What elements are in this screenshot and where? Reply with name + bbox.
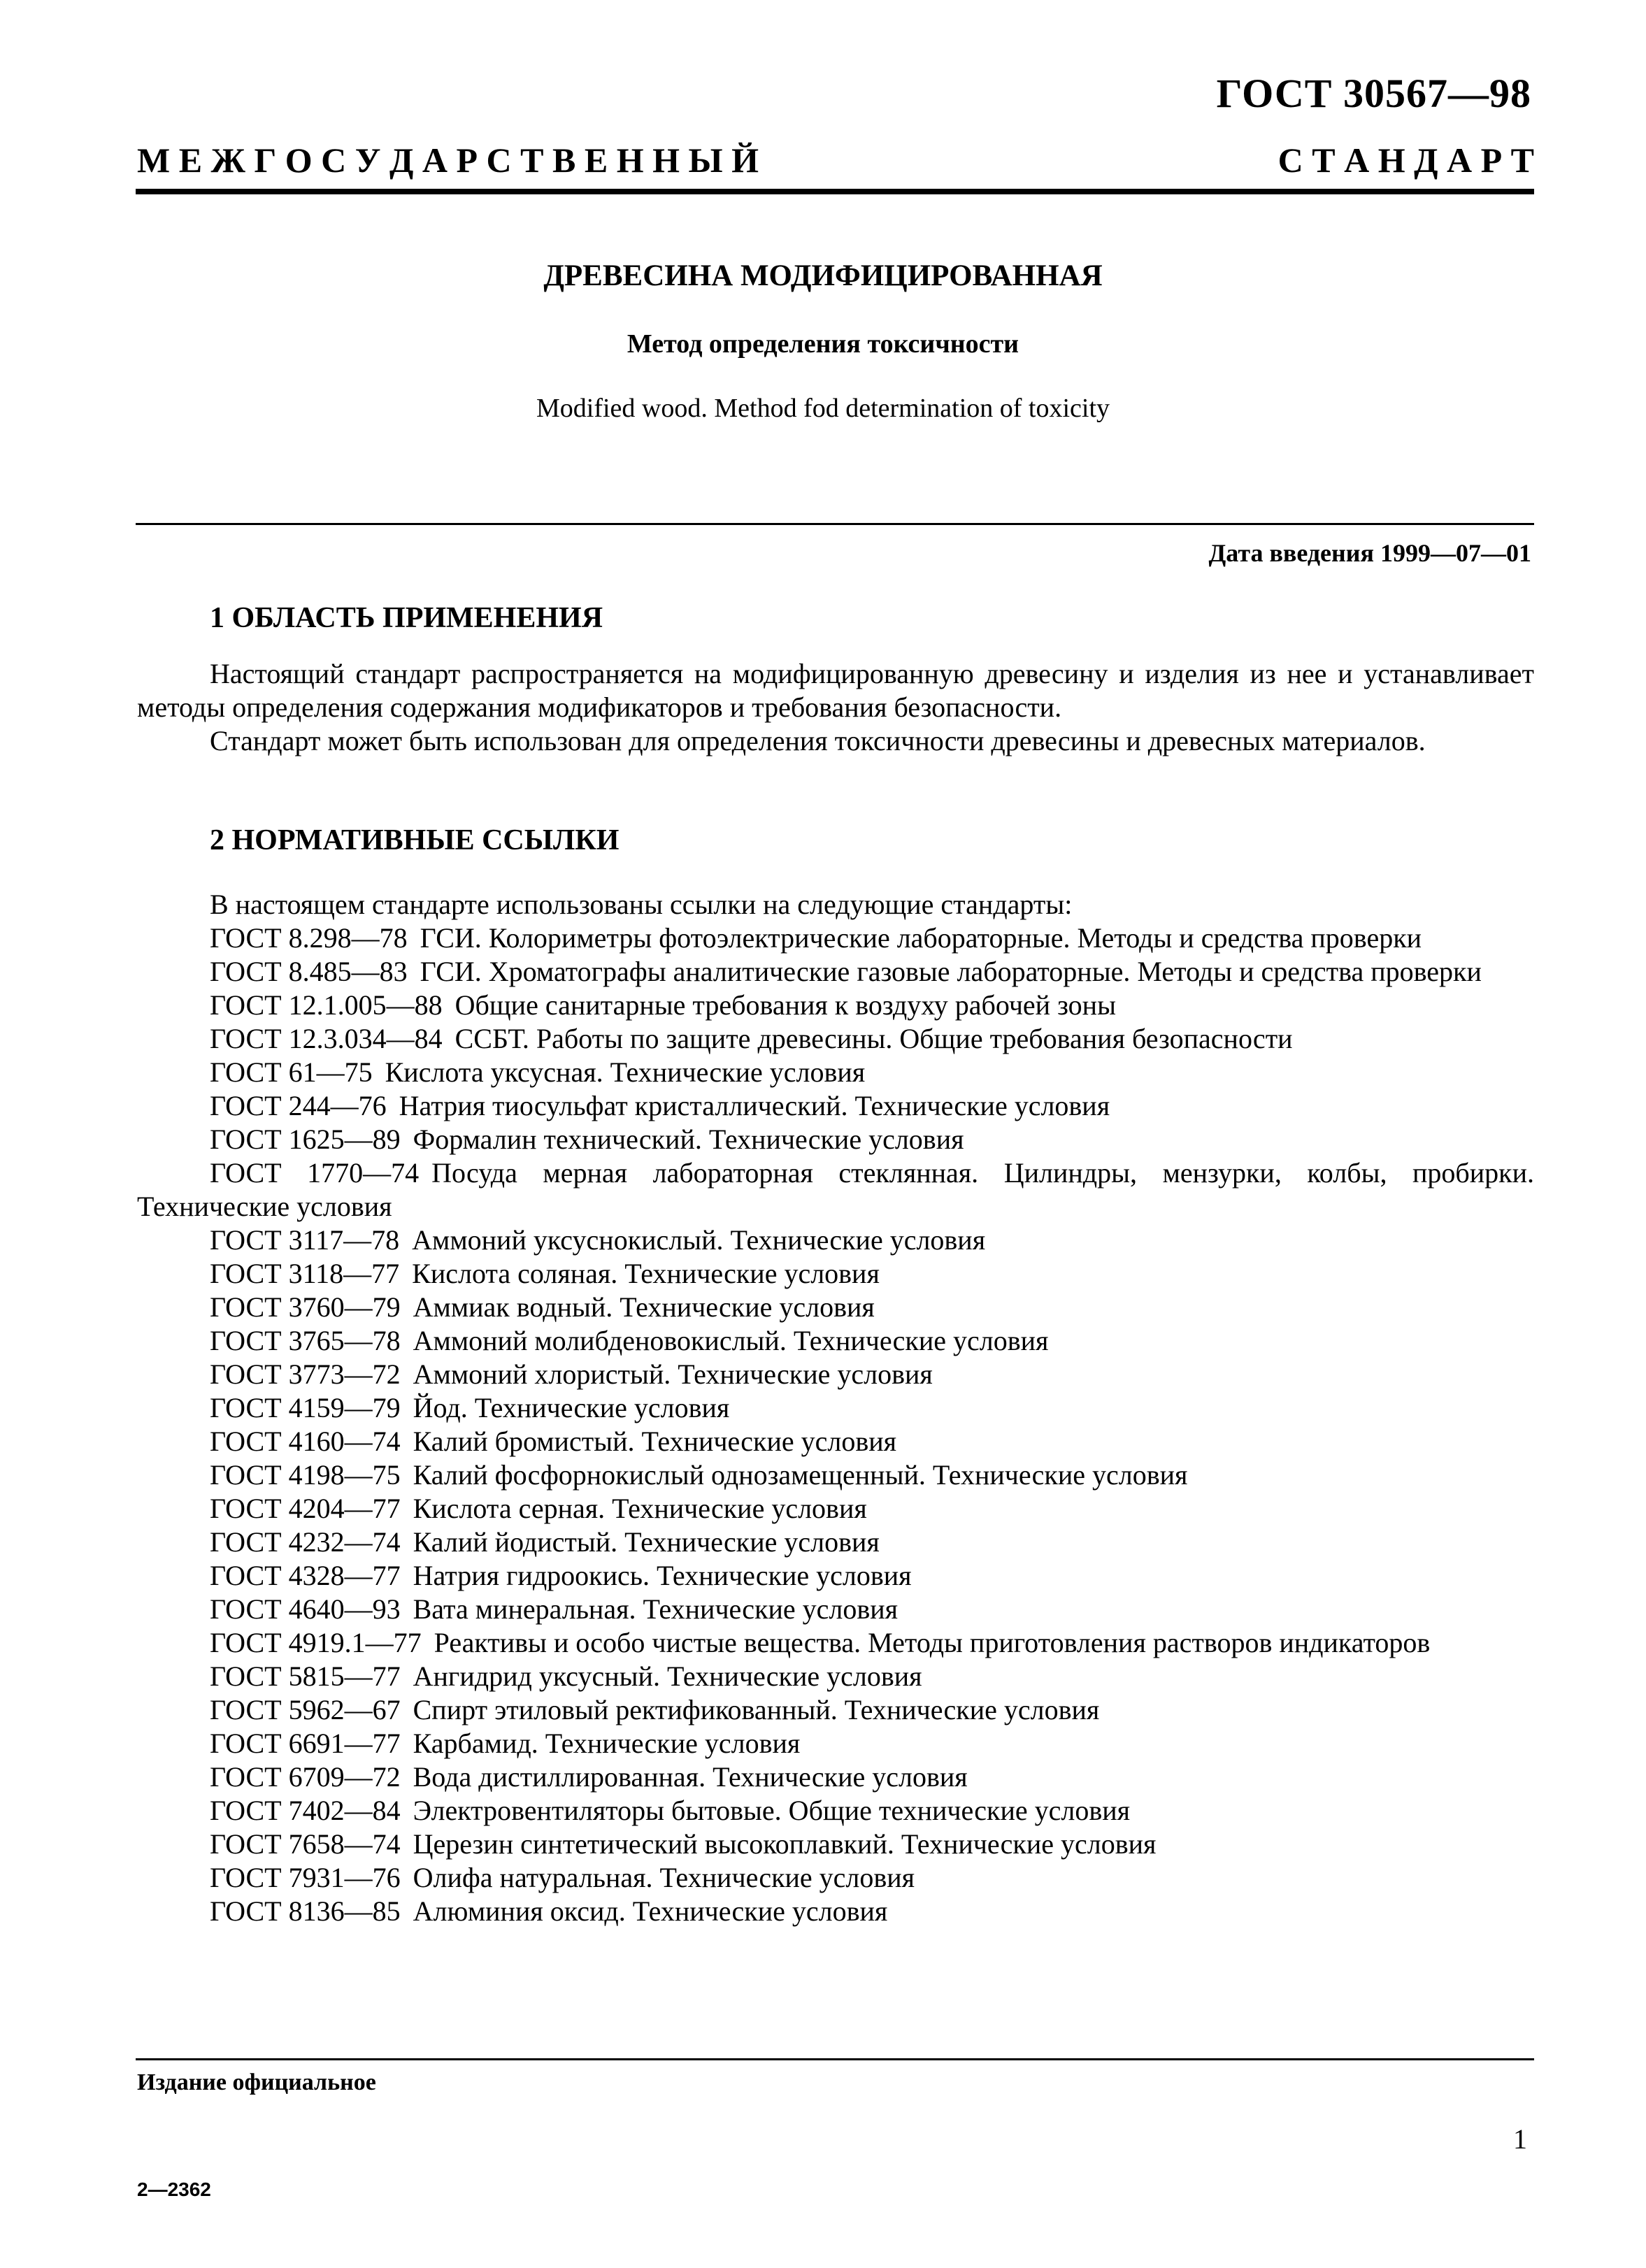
english-title: Modified wood. Method fod determination of toxicity xyxy=(536,394,1110,423)
reference-code: ГОСТ 4204—77 xyxy=(210,1493,401,1524)
reference-item xyxy=(137,1626,1534,1660)
reference-title: ССБТ. Работы по защите древесины. Общие требования безопасности xyxy=(455,1023,1293,1054)
reference-title: Натрия гидроокись. Технические условия xyxy=(413,1560,912,1591)
references-items xyxy=(137,921,1534,1928)
reference-item xyxy=(137,1324,1534,1358)
reference-code: ГОСТ 12.3.034—84 xyxy=(210,1023,443,1054)
reference-code: ГОСТ 8136—85 xyxy=(210,1895,401,1927)
reference-item xyxy=(137,1693,1534,1727)
reference-title: Карбамид. Технические условия xyxy=(413,1728,801,1759)
reference-code: ГОСТ 3760—79 xyxy=(210,1291,401,1323)
reference-code: ГОСТ 4232—74 xyxy=(210,1526,401,1558)
reference-title: Натрия тиосульфат кристаллический. Технические условия xyxy=(399,1090,1110,1121)
reference-title: ГСИ. Колориметры фотоэлектрические лабораторные. Методы и средства проверки xyxy=(420,922,1422,954)
reference-title: Вата минеральная. Технические условия xyxy=(413,1593,899,1625)
reference-code: ГОСТ 8.298—78 xyxy=(210,922,408,954)
reference-item xyxy=(137,1056,1534,1089)
reference-item xyxy=(137,1828,1534,1861)
reference-code: ГОСТ 61—75 xyxy=(210,1056,373,1088)
reference-item xyxy=(137,1492,1534,1526)
reference-code: ГОСТ 3765—78 xyxy=(210,1325,401,1356)
reference-code: ГОСТ 7931—76 xyxy=(210,1862,401,1893)
standard-banner xyxy=(137,140,1534,180)
reference-item xyxy=(137,1760,1534,1794)
reference-title: Кислота серная. Технические условия xyxy=(413,1493,867,1524)
footer-rule xyxy=(136,2058,1534,2060)
reference-code: ГОСТ 244—76 xyxy=(210,1090,387,1121)
section-1-paragraph: Настоящий стандарт распространяется на модифицированную древесину и изделия из нее и устанавливает методы определения содержания модификаторов и требования безопасности. xyxy=(137,658,1534,723)
section-2-heading: 2 НОРМАТИВНЫЕ ССЫЛКИ xyxy=(210,824,620,856)
official-edition: Издание официальное xyxy=(137,2069,376,2095)
reference-code: ГОСТ 4919.1—77 xyxy=(210,1627,422,1658)
reference-title: Спирт этиловый ректификованный. Технические условия xyxy=(413,1694,1100,1725)
reference-title: Ангидрид уксусный. Технические условия xyxy=(413,1660,922,1692)
reference-title: Реактивы и особо чистые вещества. Методы приготовления растворов индикаторов xyxy=(434,1627,1431,1658)
reference-item xyxy=(137,1123,1534,1156)
reference-item xyxy=(137,1022,1534,1056)
reference-item xyxy=(137,1861,1534,1895)
reference-item xyxy=(137,1223,1534,1257)
reference-title: Аммоний молибденовокислый. Технические условия xyxy=(413,1325,1049,1356)
reference-title: Вода дистиллированная. Технические условия xyxy=(413,1761,968,1793)
reference-title: Калий фосфорнокислый однозамещенный. Технические условия xyxy=(413,1459,1188,1491)
reference-title: Йод. Технические условия xyxy=(413,1392,730,1423)
section-1-paragraph: Стандарт может быть использован для определения токсичности древесины и древесных материалов. xyxy=(210,725,1426,756)
document-subtitle: Метод определения токсичности xyxy=(627,329,1019,359)
section-1-body xyxy=(137,657,1534,758)
reference-item xyxy=(137,1156,1534,1223)
standard-code: ГОСТ 30567—98 xyxy=(1216,71,1531,116)
section-1-heading: 1 ОБЛАСТЬ ПРИМЕНЕНИЯ xyxy=(210,602,603,634)
reference-title: Посуда мерная лабораторная стеклянная. Цилиндры, мензурки, колбы, пробирки. Технические условия xyxy=(137,1157,1534,1222)
banner-right: С Т А Н Д А Р Т xyxy=(1278,141,1534,180)
reference-code: ГОСТ 3118—77 xyxy=(210,1258,400,1289)
reference-item xyxy=(137,989,1534,1022)
document-title: ДРЕВЕСИНА МОДИФИЦИРОВАННАЯ xyxy=(543,259,1103,292)
reference-code: ГОСТ 1770—74 xyxy=(210,1157,420,1189)
reference-code: ГОСТ 1625—89 xyxy=(210,1124,401,1155)
reference-code: ГОСТ 12.1.005—88 xyxy=(210,989,443,1021)
reference-title: Аммоний хлористый. Технические условия xyxy=(413,1358,933,1390)
reference-item xyxy=(137,1458,1534,1492)
reference-code: ГОСТ 8.485—83 xyxy=(210,956,408,987)
reference-code: ГОСТ 3773—72 xyxy=(210,1358,401,1390)
reference-item xyxy=(137,1425,1534,1458)
reference-title: Олифа натуральная. Технические условия xyxy=(413,1862,915,1893)
reference-code: ГОСТ 4160—74 xyxy=(210,1426,401,1457)
title-rule xyxy=(136,523,1534,525)
reference-title: Калий йодистый. Технические условия xyxy=(413,1526,880,1558)
reference-title: Калий бромистый. Технические условия xyxy=(413,1426,897,1457)
page-number: 1 xyxy=(1513,2123,1527,2155)
reference-item xyxy=(137,1391,1534,1425)
reference-code: ГОСТ 7658—74 xyxy=(210,1828,401,1860)
reference-title: Общие санитарные требования к воздуху рабочей зоны xyxy=(455,989,1116,1021)
introduction-date: Дата введения 1999—07—01 xyxy=(1208,539,1531,567)
reference-item xyxy=(137,955,1534,989)
reference-item xyxy=(137,1526,1534,1559)
header-rule xyxy=(136,189,1534,194)
reference-code: ГОСТ 4640—93 xyxy=(210,1593,401,1625)
reference-item xyxy=(137,1559,1534,1593)
reference-item xyxy=(137,1593,1534,1626)
reference-title: Аммиак водный. Технические условия xyxy=(413,1291,875,1323)
reference-title: Аммоний уксуснокислый. Технические условия xyxy=(412,1224,986,1256)
print-signature: 2—2362 xyxy=(137,2179,211,2200)
reference-item xyxy=(137,1727,1534,1760)
reference-code: ГОСТ 5962—67 xyxy=(210,1694,401,1725)
reference-code: ГОСТ 6691—77 xyxy=(210,1728,401,1759)
reference-code: ГОСТ 4328—77 xyxy=(210,1560,401,1591)
reference-item xyxy=(137,1895,1534,1928)
reference-title: Церезин синтетический высокоплавкий. Технические условия xyxy=(413,1828,1157,1860)
reference-title: ГСИ. Хроматографы аналитические газовые лабораторные. Методы и средства проверки xyxy=(420,956,1482,987)
reference-code: ГОСТ 3117—78 xyxy=(210,1224,400,1256)
reference-code: ГОСТ 5815—77 xyxy=(210,1660,401,1692)
reference-code: ГОСТ 4198—75 xyxy=(210,1459,401,1491)
reference-title: Электровентиляторы бытовые. Общие технические условия xyxy=(413,1795,1131,1826)
reference-title: Кислота соляная. Технические условия xyxy=(412,1258,880,1289)
reference-item xyxy=(137,1291,1534,1324)
reference-title: Алюминия оксид. Технические условия xyxy=(413,1895,888,1927)
reference-item xyxy=(137,1794,1534,1828)
reference-item xyxy=(137,1089,1534,1123)
references-list xyxy=(137,888,1534,1928)
reference-code: ГОСТ 6709—72 xyxy=(210,1761,401,1793)
reference-code: ГОСТ 4159—79 xyxy=(210,1392,401,1423)
references-intro: В настоящем стандарте использованы ссылки на следующие стандарты: xyxy=(210,889,1073,920)
reference-item xyxy=(137,1257,1534,1291)
reference-item xyxy=(137,921,1534,955)
banner-left: М Е Ж Г О С У Д А Р С Т В Е Н Н Ы Й xyxy=(137,141,759,180)
reference-code: ГОСТ 7402—84 xyxy=(210,1795,401,1826)
reference-title: Кислота уксусная. Технические условия xyxy=(385,1056,866,1088)
reference-item xyxy=(137,1660,1534,1693)
reference-item xyxy=(137,1358,1534,1391)
reference-title: Формалин технический. Технические условия xyxy=(413,1124,964,1155)
